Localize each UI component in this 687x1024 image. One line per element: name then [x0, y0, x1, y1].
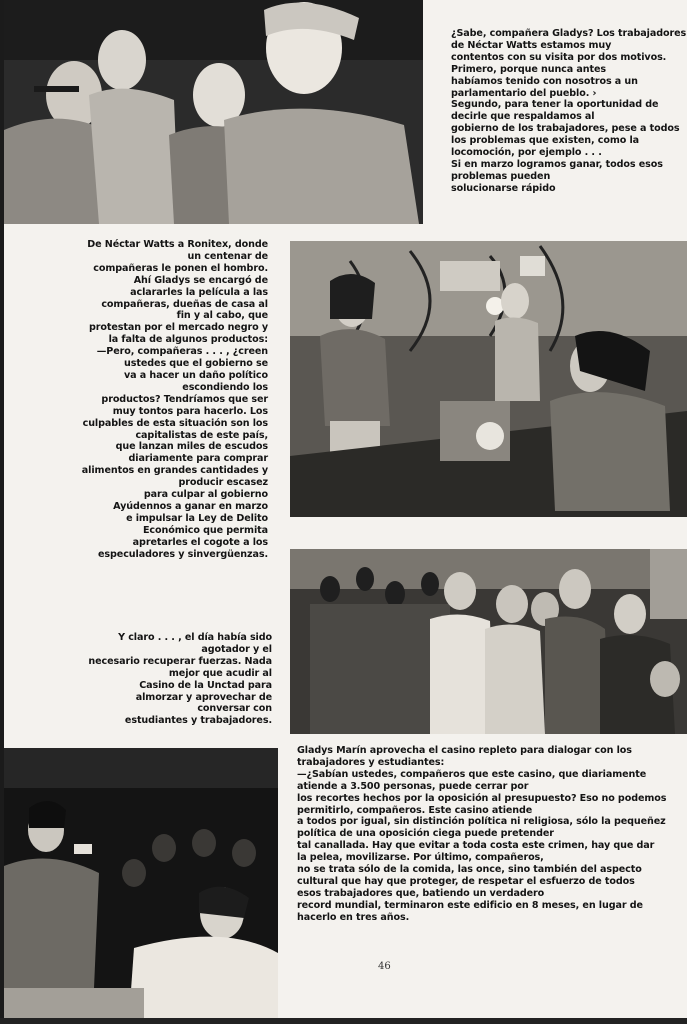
text-line: producir escasez	[178, 477, 268, 489]
text-line: Económico que permita	[142, 524, 268, 536]
text-line: para culpar al gobierno	[143, 489, 268, 501]
text-line: —Pero, compañeras . . . , ¿creen	[96, 346, 268, 358]
text-line: a todos por igual, sin distinción política ni religiosa, sólo la pequeñez	[297, 816, 666, 828]
text-line: —¿Sabían ustedes, compañeros que este casino, que diariamente	[297, 768, 647, 780]
text-line: muy tontos para hacerlo. Los	[112, 405, 268, 417]
text-line: decirle que respaldamos al	[451, 111, 595, 123]
text-line: e impulsar la Ley de Delito	[126, 512, 268, 524]
photo-workers-greeting	[4, 0, 423, 224]
text-line: los problemas que existen, como la	[451, 135, 640, 147]
text-line: estudiantes y trabajadores.	[124, 715, 272, 727]
text-line: fin y al cabo, que	[176, 310, 268, 322]
text-line: Gladys Marín aprovecha el casino repleto para dialogar con los	[297, 745, 632, 756]
text-line: cultural que hay que proteger, de respetar el esfuerzo de todos	[297, 875, 635, 887]
text-line: Ayúdennos a ganar en marzo	[113, 500, 268, 512]
scan-bottom-edge	[0, 1018, 687, 1024]
text-line: Casino de la Unctad para	[139, 679, 272, 691]
text-line: de Néctar Watts estamos muy	[451, 39, 612, 51]
text-line: Segundo, para tener la oportunidad de	[451, 99, 659, 111]
text-line: aclararles la película a las	[130, 286, 268, 298]
text-line: contentos con su visita por dos motivos.	[451, 51, 667, 63]
text-line: record mundial, terminaron este edificio en 8 meses, en lugar de	[297, 899, 643, 911]
text-line: política de una oposición ciega puede pretender	[297, 828, 554, 840]
text-line: esos trabajadores que, batiendo un verdadero	[297, 887, 545, 899]
text-line: hacerlo en tres años.	[297, 911, 410, 923]
text-line: capitalistas de este país,	[135, 429, 268, 441]
text-line: apretarles el cogote a los	[132, 536, 268, 548]
text-line: conversar con	[197, 703, 272, 715]
text-line: culpables de esta situación son los	[82, 417, 268, 429]
text-line: Primero, porque nunca antes	[451, 63, 606, 75]
text-line: protestan por el mercado negro y	[88, 322, 268, 334]
text-line: mejor que acudir al	[168, 667, 272, 679]
text-line: tal canallada. Hay que evitar a toda costa este crimen, hay que dar	[297, 840, 655, 852]
text-line: un centenar de	[187, 250, 268, 262]
text-block-left-column	[60, 239, 268, 560]
text-line: solucionarse rápido	[451, 182, 556, 194]
text-line: De Néctar Watts a Ronitex, donde	[87, 239, 268, 250]
text-line: va a hacer un daño político	[123, 369, 268, 381]
text-line: compañeras le ponen el hombro.	[93, 262, 268, 274]
text-line: trabajadores y estudiantes:	[297, 756, 445, 768]
text-line: especuladores y sinvergüenzas.	[98, 548, 268, 560]
text-line: locomoción, por ejemplo . . .	[451, 147, 602, 159]
page-number: 46	[378, 961, 391, 972]
text-line: la pelea, movilizarse. Por último, compañeros,	[297, 852, 544, 864]
text-line: la falta de algunos productos:	[108, 334, 268, 346]
text-line: Si en marzo logramos ganar, todos esos	[451, 158, 663, 170]
text-block-bottom-right	[297, 745, 666, 924]
text-line: alimentos en grandes cantidades y	[81, 465, 268, 477]
photo-casino-dialogue	[4, 748, 278, 1018]
photo-factory-floor	[290, 241, 687, 517]
text-line: Ahí Gladys se encargó de	[133, 274, 268, 286]
text-line: ¿Sabe, compañera Gladys? Los trabajadores	[451, 28, 687, 39]
text-line: productos? Tendríamos que ser	[101, 393, 268, 405]
text-line: habíamos tenido con nosotros a un	[451, 75, 638, 87]
text-line: agotador y el	[201, 643, 272, 655]
text-line: no se trata sólo de la comida, las once, sino también del aspecto	[297, 864, 642, 876]
text-line: escondiendo los	[182, 381, 268, 393]
text-line: diariamente para comprar	[128, 453, 268, 465]
text-line: permitirlo, compañeros. Este casino atiende	[297, 804, 533, 816]
text-block-left-column-2	[75, 632, 272, 727]
photo-crowd	[290, 549, 687, 734]
text-line: que lanzan miles de escudos	[115, 441, 268, 453]
text-line: los recortes hechos por la oposición al presupuesto? Eso no podemos	[297, 792, 667, 804]
text-block-top-right	[451, 28, 686, 195]
text-line: Y claro . . . , el día había sido	[118, 632, 272, 643]
text-line: problemas pueden	[451, 170, 551, 182]
text-line: necesario recuperar fuerzas. Nada	[88, 655, 272, 667]
text-line: parlamentario del pueblo. ›	[451, 87, 597, 99]
text-line: compañeras, dueñas de casa al	[101, 298, 268, 310]
text-line: atiende a 3.500 personas, puede cerrar por	[297, 780, 529, 792]
text-line: gobierno de los trabajadores, pese a todos	[451, 123, 680, 135]
text-line: almorzar y aprovechar de	[135, 691, 272, 703]
text-line: ustedes que el gobierno se	[124, 358, 268, 370]
